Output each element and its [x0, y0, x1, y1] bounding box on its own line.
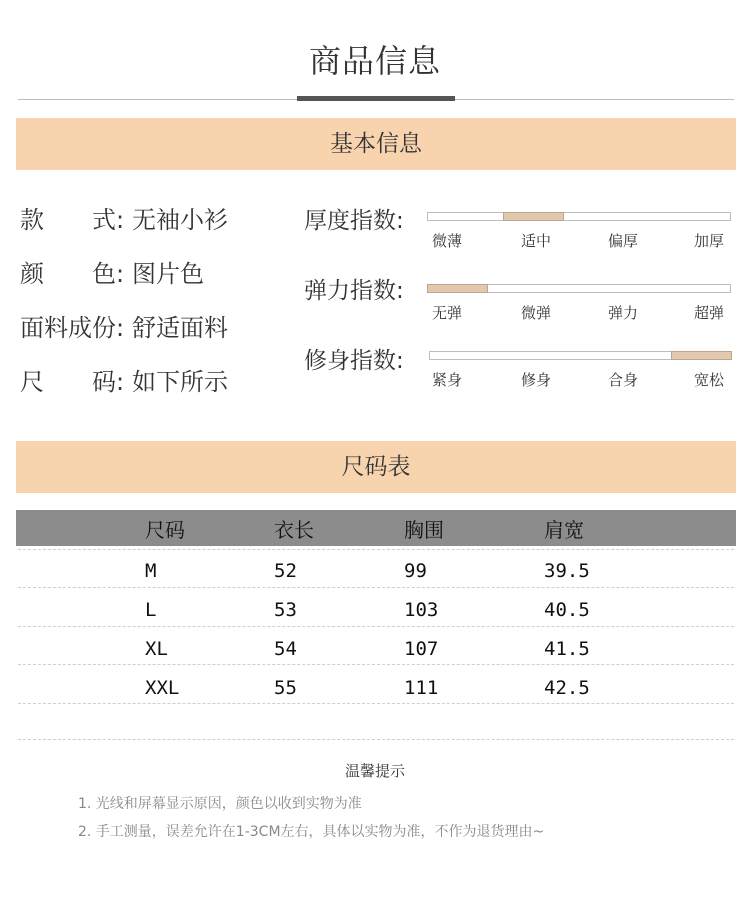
cell-length: 55 [274, 677, 297, 699]
cell-size: XXL [145, 677, 180, 699]
cell-length: 53 [274, 599, 297, 621]
basic-info-band: 基本信息 [16, 118, 736, 170]
cell-shoulder: 40.5 [544, 599, 590, 621]
info-colon: : [116, 206, 125, 234]
cell-length: 54 [274, 638, 297, 660]
thickness-tick: 适中 [520, 232, 552, 250]
cell-bust: 107 [404, 638, 439, 660]
elasticity-tick: 超弹 [693, 304, 725, 322]
cell-bust: 111 [404, 677, 439, 699]
tip-line: 2. 手工测量，误差允许在1-3CM左右，具体以实物为准，不作为退货理由~ [78, 824, 545, 840]
thickness-index-label: 厚度指数: [304, 208, 404, 234]
fit-tick: 紧身 [431, 371, 463, 389]
info-row-fabric [20, 308, 228, 340]
thickness-tick: 微薄 [431, 232, 463, 250]
info-value: 如下所示 [132, 368, 228, 396]
info-colon: : [116, 368, 125, 396]
row-divider [18, 549, 734, 550]
tip-line: 1. 光线和屏幕显示原因，颜色以收到实物为准 [78, 796, 362, 812]
fit-index-bar [429, 351, 732, 360]
cell-shoulder: 39.5 [544, 560, 590, 582]
info-row-color [20, 254, 204, 286]
info-row-size [20, 362, 228, 394]
col-header-length: 衣长 [274, 518, 314, 542]
cell-shoulder: 42.5 [544, 677, 590, 699]
row-divider [18, 626, 734, 627]
cell-length: 52 [274, 560, 297, 582]
info-value: 图片色 [132, 260, 204, 288]
info-key: 款 式 [20, 206, 116, 234]
elasticity-index-bar [427, 284, 731, 293]
info-key: 尺 码 [20, 368, 116, 396]
info-key: 面料成份 [20, 314, 116, 342]
info-value: 无袖小衫 [132, 206, 228, 234]
size-chart-band: 尺码表 [16, 441, 736, 493]
row-divider [18, 664, 734, 665]
fit-tick: 合身 [607, 371, 639, 389]
col-header-size: 尺码 [145, 518, 185, 542]
thickness-index-bar [427, 212, 731, 221]
size-table-header [16, 510, 736, 546]
cell-size: M [145, 560, 157, 582]
info-row-style [20, 200, 228, 232]
fit-index-label: 修身指数: [304, 348, 404, 374]
cell-size: XL [145, 638, 168, 660]
fit-tick: 修身 [520, 371, 552, 389]
cell-bust: 103 [404, 599, 439, 621]
info-value: 舒适面料 [132, 314, 228, 342]
info-key: 颜 色 [20, 260, 116, 288]
col-header-bust: 胸围 [404, 518, 444, 542]
fit-tick: 宽松 [693, 371, 725, 389]
fit-index-fill [671, 351, 732, 360]
row-divider [18, 587, 734, 588]
cell-shoulder: 41.5 [544, 638, 590, 660]
thickness-tick: 偏厚 [607, 232, 639, 250]
title-accent-bar [297, 96, 455, 101]
page-title: 商品信息 [308, 42, 441, 80]
thickness-tick: 加厚 [693, 232, 725, 250]
info-colon: : [116, 314, 125, 342]
col-header-shoulder: 肩宽 [544, 518, 584, 542]
elasticity-tick: 弹力 [607, 304, 639, 322]
info-colon: : [116, 260, 125, 288]
thickness-index-fill [503, 212, 564, 221]
tips-title: 温馨提示 [344, 762, 405, 780]
elasticity-tick: 微弹 [520, 304, 552, 322]
elasticity-tick: 无弹 [431, 304, 463, 322]
elasticity-index-label: 弹力指数: [304, 278, 404, 304]
cell-bust: 99 [404, 560, 427, 582]
table-bottom-divider [18, 739, 734, 740]
elasticity-index-fill [427, 284, 488, 293]
row-divider [18, 703, 734, 704]
cell-size: L [145, 599, 157, 621]
